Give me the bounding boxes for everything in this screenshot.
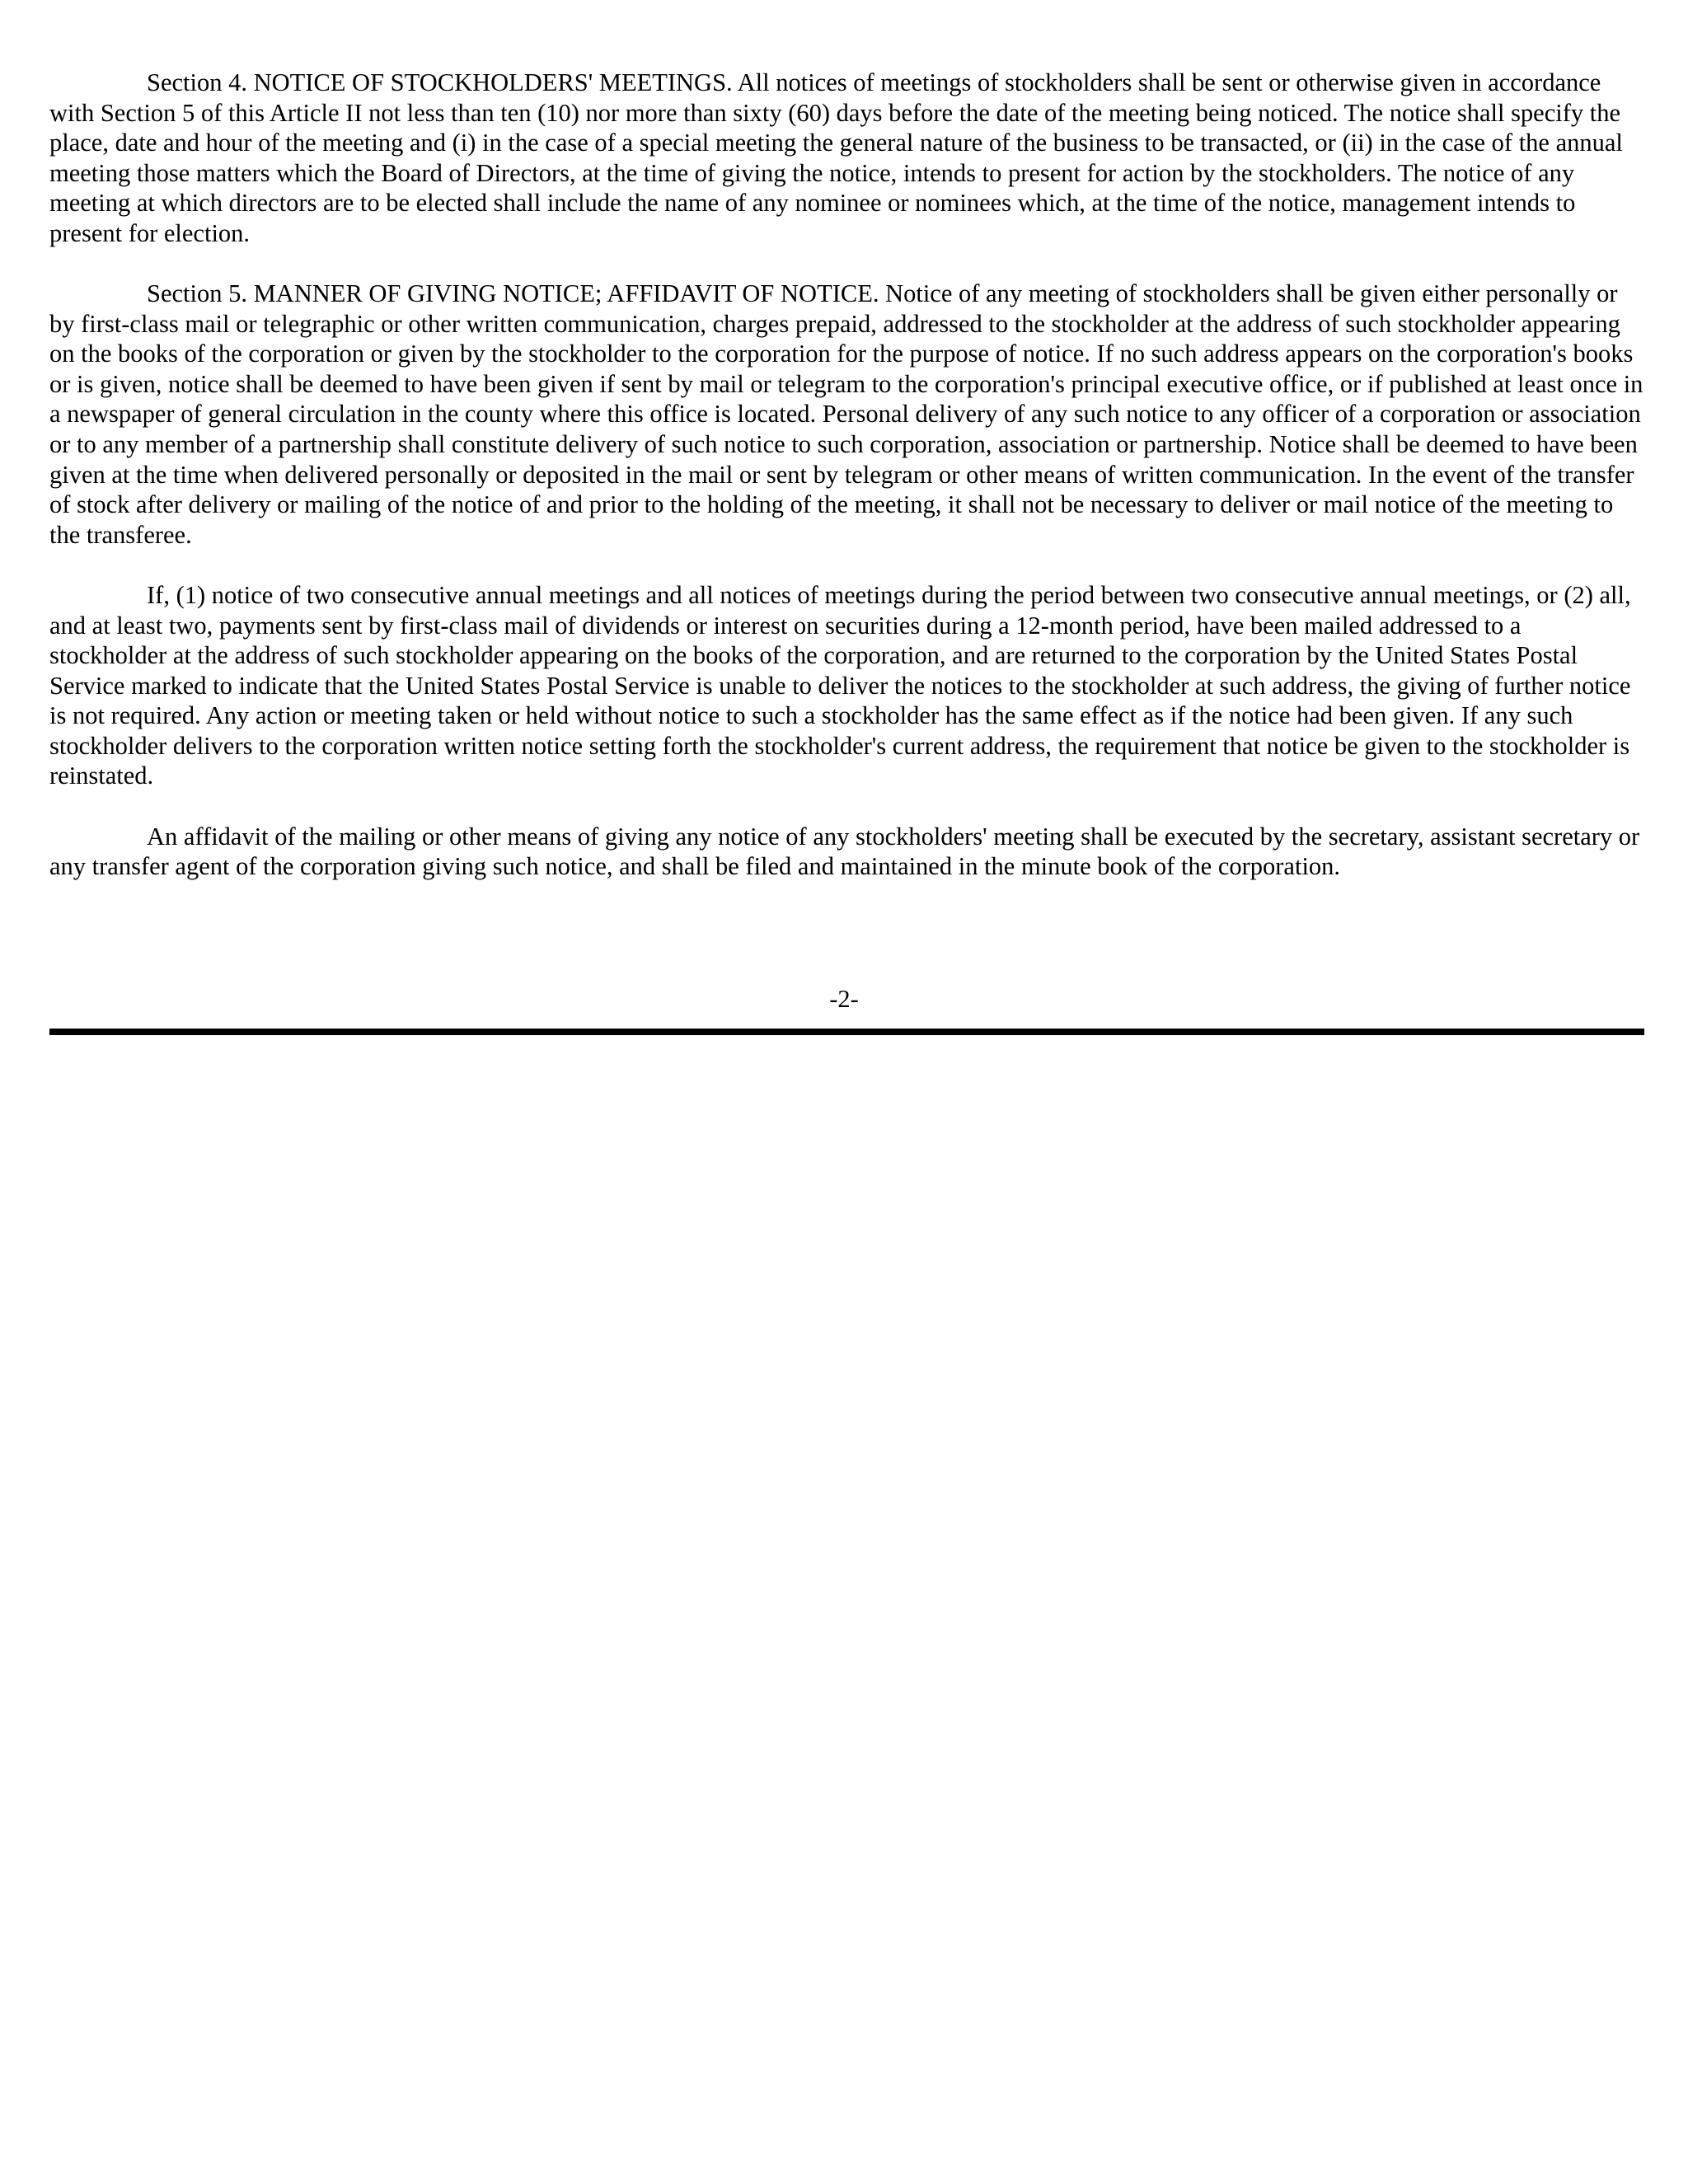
paragraph-returned-notices: If, (1) notice of two consecutive annual meetings and all notices of meetings during the period between two consecutive annual meetings, or (2) all, and at least two, payments sent by first-class mail of dividends or interest on securities during a 12-month period, have been mailed addressed to a stockholder at the address of such stockholder appearing on the books of the corporation, and are returned to the corporation by the United States Postal Service marked to indicate that the United States Postal Service is unable to deliver the notices to the stockholder at such address, the giving of further notice is not required. Any action or meeting taken or held without notice to such a stockholder has the same effect as if the notice had been given. If any such stockholder delivers to the corporation written notice setting forth the stockholder's current address, the requirement that notice be given to the stockholder is reinstated.	[49, 580, 1631, 790]
footer-divider	[49, 1029, 1644, 1035]
paragraph-section-5-manner-of-giving-notice: Section 5. MANNER OF GIVING NOTICE; AFFIDAVIT OF NOTICE. Notice of any meeting of stockholders shall be given either personally or by first-class mail or telegraphic or other written communication, charges prepaid, addressed to the stockholder at the address of such stockholder appearing on the books of the corporation or given by the stockholder to the corporation for the purpose of notice. If no such address appears on the corporation's books or is given, notice shall be deemed to have been given if sent by mail or telegram to the corporation's principal executive office, or if published at least once in a newspaper of general circulation in the county where this office is located. Personal delivery of any such notice to any officer of a corporation or association or to any member of a partnership shall constitute delivery of such notice to such corporation, association or partnership. Notice shall be deemed to have been given at the time when delivered personally or deposited in the mail or sent by telegram or other means of written communication. In the event of the transfer of stock after delivery or mailing of the notice of and prior to the holding of the meeting, it shall not be necessary to deliver or mail notice of the meeting to the transferee.	[49, 279, 1643, 549]
document-page	[49, 68, 1644, 912]
paragraph-affidavit-of-mailing: An affidavit of the mailing or other means of giving any notice of any stockholders' meeting shall be executed by the secretary, assistant secretary or any transfer agent of the corporation giving such notice, and shall be filed and maintained in the minute book of the corporation.	[49, 822, 1640, 881]
paragraph-section-4-notice-of-meetings: Section 4. NOTICE OF STOCKHOLDERS' MEETINGS. All notices of meetings of stockholders shall be sent or otherwise given in accordance with Section 5 of this Article II not less than ten (10) nor more than sixty (60) days before the date of the meeting being noticed. The notice shall specify the place, date and hour of the meeting and (i) in the case of a special meeting the general nature of the business to be transacted, or (ii) in the case of the annual meeting those matters which the Board of Directors, at the time of giving the notice, intends to present for action by the stockholders. The notice of any meeting at which directors are to be elected shall include the name of any nominee or nominees which, at the time of the notice, management intends to present for election.	[49, 68, 1623, 247]
page-number: -2-	[829, 985, 859, 1013]
